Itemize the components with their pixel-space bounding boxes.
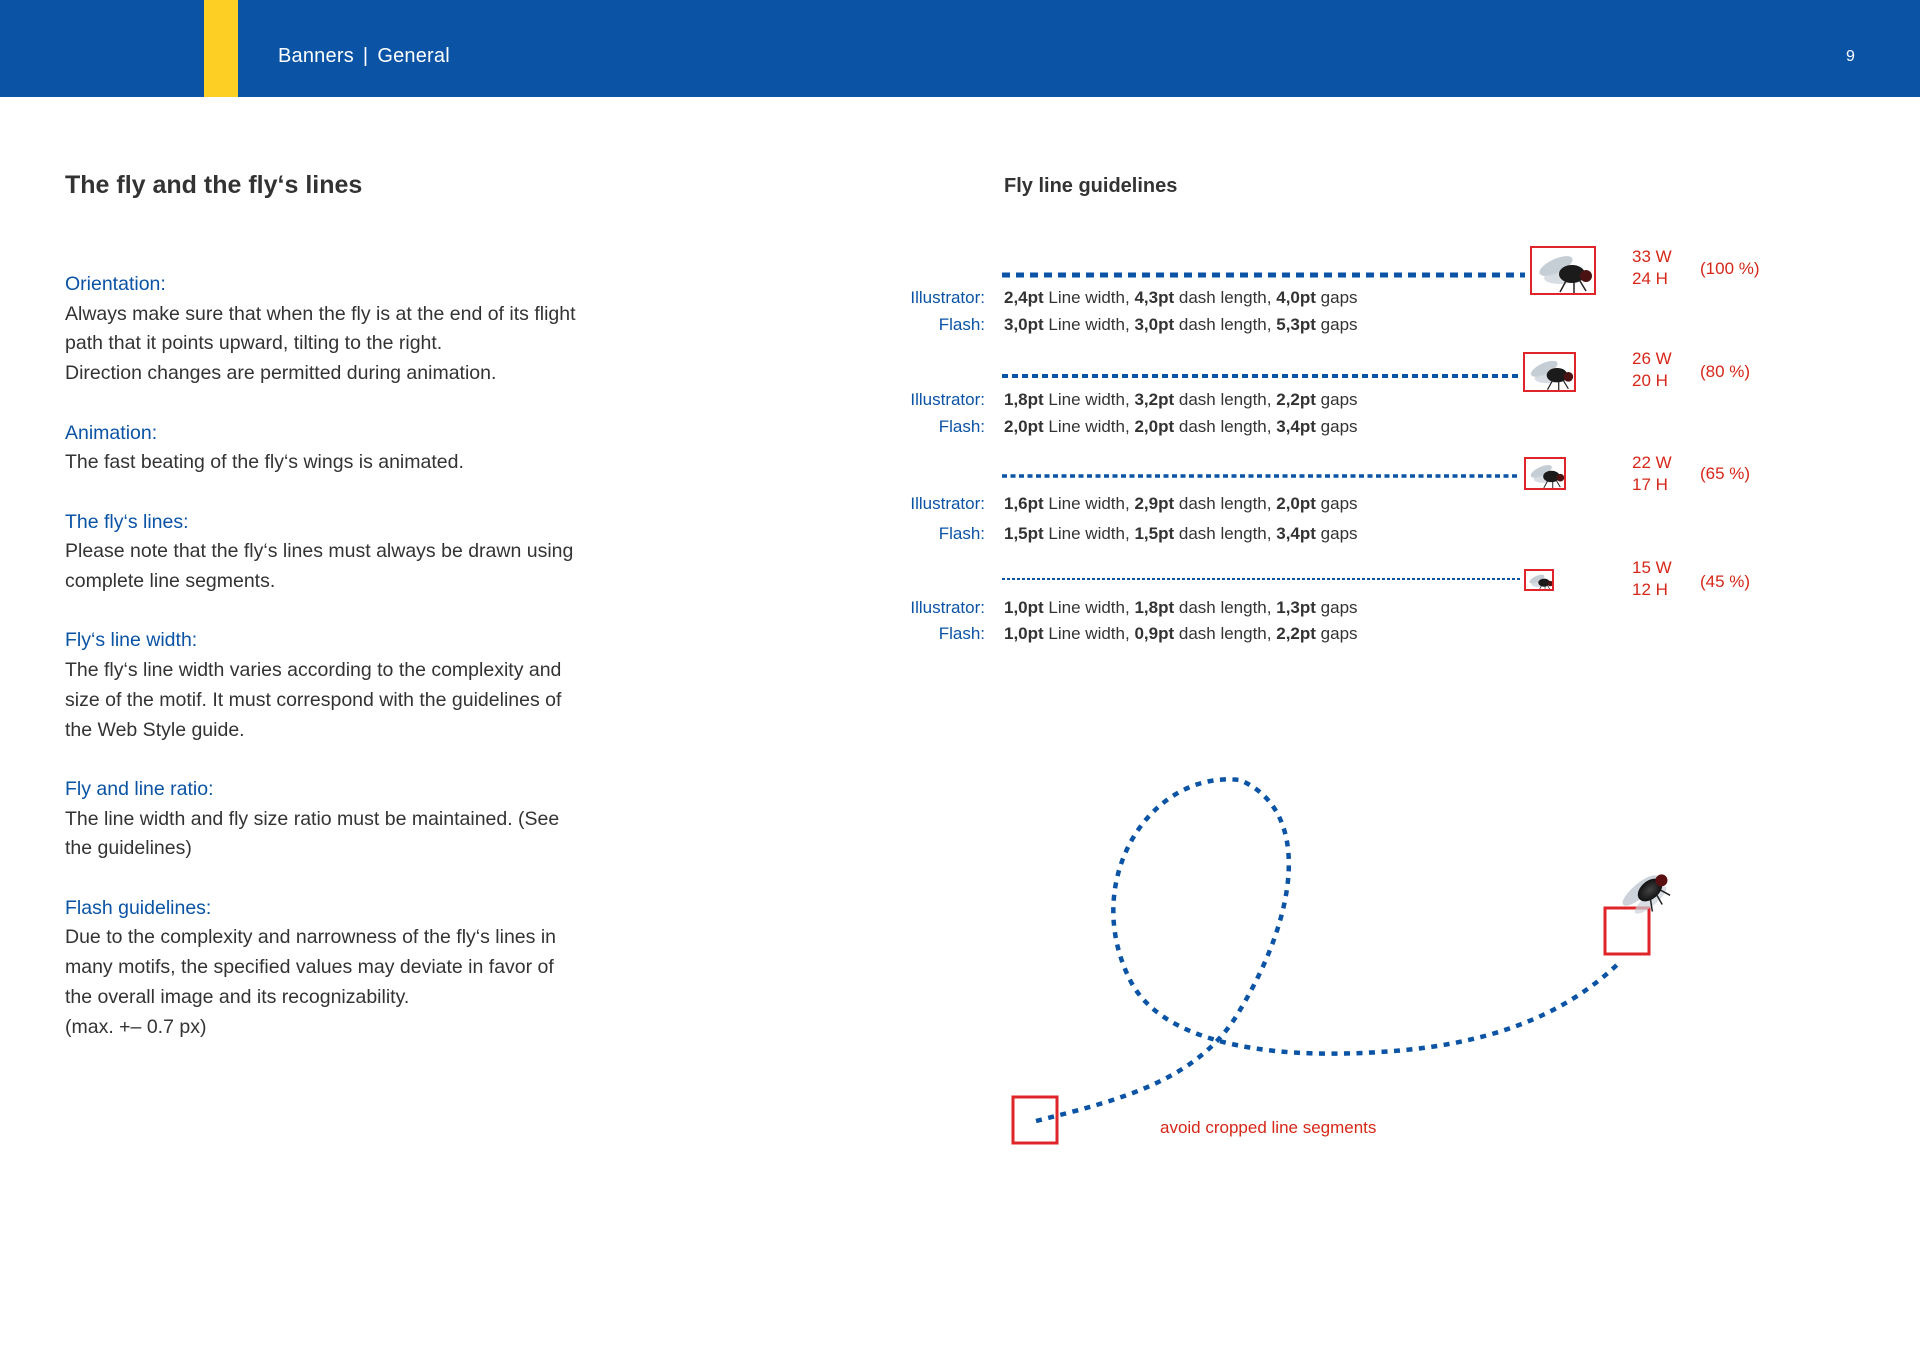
section-body: Due to the complexity and narrowness of the fly‘s lines in many motifs, the specified values may deviate in favor of the overall image and its recognizability. (max. +– 0.7 px) (65, 926, 556, 1038)
fly-height-value: 24 H (1632, 269, 1668, 288)
section-heading: Orientation: (65, 273, 166, 295)
flash-label: Flash: (938, 315, 985, 334)
illustrator-spec: 1,6pt Line width, 2,9pt dash length, 2,0pt gaps (1004, 494, 1358, 513)
breadcrumb-subsection[interactable]: General (377, 45, 450, 67)
section-body: The line width and fly size ratio must be maintained. (See the guidelines) (65, 807, 560, 860)
fly-height-value: 17 H (1632, 475, 1668, 494)
section-body: The fast beating of the fly‘s wings is animated. (65, 451, 464, 474)
fly-height-value: 20 H (1632, 371, 1668, 390)
section-body: The fly‘s line width varies according to the complexity and size of the motif. It must correspond with the guidelines of the Web Style guide. (65, 659, 562, 741)
scale-percent: (80 %) (1700, 362, 1751, 381)
flash-spec: 1,5pt Line width, 1,5pt dash length, 3,4pt gaps (1004, 524, 1358, 543)
flash-label: Flash: (938, 524, 985, 543)
section-heading: The fly‘s lines: (65, 510, 189, 533)
sample-dash-lines (1002, 275, 1525, 579)
flash-spec: 3,0pt Line width, 3,0pt dash length, 5,3pt gaps (1004, 315, 1358, 334)
flash-label: Flash: (938, 624, 985, 643)
page-number: 9 (1846, 48, 1855, 65)
flight-loop-path (1036, 779, 1620, 1121)
illustrator-spec: 1,8pt Line width, 3,2pt dash length, 2,2pt gaps (1004, 390, 1358, 409)
section-heading: Fly‘s line width: (65, 629, 198, 652)
flash-spec: 2,0pt Line width, 2,0pt dash length, 3,4pt gaps (1004, 417, 1358, 436)
breadcrumb-section[interactable]: Banners (278, 45, 354, 67)
illustrator-label: Illustrator: (910, 288, 985, 307)
fly-width-value: 26 W (1632, 349, 1672, 368)
fly-width-value: 22 W (1632, 453, 1672, 472)
illustrator-spec: 2,4pt Line width, 4,3pt dash length, 4,0pt gaps (1004, 288, 1358, 307)
avoid-cropped-note: avoid cropped line segments (1160, 1118, 1377, 1137)
section-body: Please note that the fly‘s lines must always be drawn using complete line segments. (65, 540, 574, 592)
illustrator-spec: 1,0pt Line width, 1,8pt dash length, 1,3pt gaps (1004, 598, 1358, 617)
end-segment-marker (1605, 908, 1649, 954)
page-title: The fly and the fly‘s lines (65, 171, 363, 199)
flash-spec: 1,0pt Line width, 0,9pt dash length, 2,2pt gaps (1004, 624, 1358, 643)
fly-line-guidelines-title: Fly line guidelines (1004, 175, 1178, 197)
illustrator-label: Illustrator: (910, 598, 985, 617)
section-body: Always make sure that when the fly is at the end of its flight path that it points upward, tilting to the right. Direction changes are permitted during animation. (65, 302, 576, 385)
fly-width-value: 33 W (1632, 247, 1672, 266)
scale-percent: (65 %) (1700, 464, 1751, 483)
illustrator-label: Illustrator: (910, 390, 985, 409)
section-heading: Fly and line ratio: (65, 777, 214, 800)
section-heading: Flash guidelines: (65, 896, 212, 919)
scale-percent: (45 %) (1700, 572, 1751, 591)
cropped-start-marker (1013, 1097, 1057, 1143)
fly-height-value: 12 H (1632, 580, 1668, 599)
scale-percent: (100 %) (1700, 259, 1760, 278)
breadcrumb-separator: | (362, 45, 369, 67)
section-heading: Animation: (65, 421, 158, 444)
illustrator-label: Illustrator: (910, 494, 985, 513)
flash-label: Flash: (938, 417, 985, 436)
fly-width-value: 15 W (1632, 558, 1672, 577)
